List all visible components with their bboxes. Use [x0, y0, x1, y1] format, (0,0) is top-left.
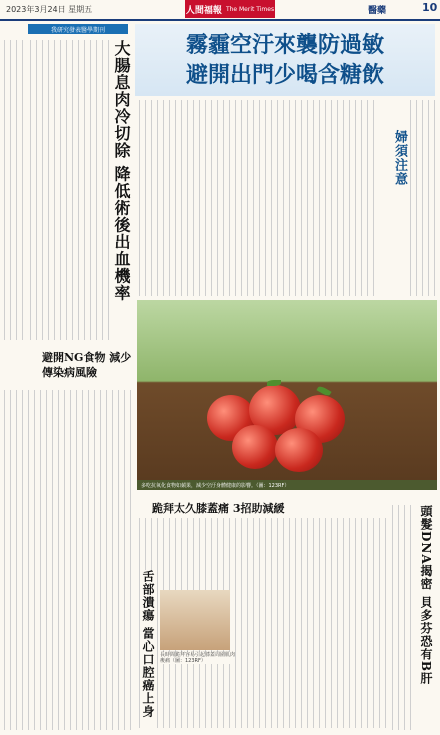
- newspaper-logo: [185, 0, 275, 18]
- feature-banner: 我研究發表醫學期刊: [28, 24, 128, 34]
- hero-side-title: 婦須注意: [392, 130, 407, 186]
- photo-caption: 多吃抗氧化食物如蘋果，減少空汙身體健康的影響。（圖：123RF）: [137, 480, 437, 490]
- kneeling-photo: [160, 590, 230, 650]
- page-header: [0, 0, 440, 18]
- section-name: 醫藥: [368, 6, 387, 16]
- dna-article-title: 頭髮DNA揭密 貝多芬恐有B肝: [419, 505, 433, 686]
- leaf-1: [267, 380, 281, 386]
- tongue-article-title: 舌部潰瘍 當心口腔癌上身: [140, 570, 157, 730]
- hero-body-text: [137, 100, 377, 296]
- logo-english: The Merit Times: [225, 5, 275, 13]
- kneeling-photo-caption: 長時間跪拜容易引起膝蓋周圍肌肉痠痛（圖：123RF）: [160, 652, 236, 664]
- apples-photo: [137, 300, 437, 480]
- apple-5: [275, 428, 323, 472]
- apple-4: [232, 425, 278, 469]
- knee-article-title: 跪拜太久膝蓋痛 3招助減緩: [152, 502, 285, 515]
- left-sub-title-text: 避開NG食物 減少傳染病風險: [42, 351, 132, 379]
- left-feature-title: 大腸息肉冷切除 降低術後出血機率: [112, 40, 131, 302]
- left-body-text-2: [2, 40, 26, 340]
- header-rule: [0, 19, 440, 21]
- hero-headline-block: [135, 24, 435, 96]
- page-number: 10: [422, 1, 438, 14]
- hero-right-text: [408, 100, 438, 296]
- issue-date: 2023年3月24日 星期五: [6, 5, 93, 14]
- hero-line-2: 避開出門少喝含糖飲: [185, 62, 384, 88]
- left-sub-title: [42, 350, 132, 380]
- left-body-text-1: [28, 40, 110, 340]
- dna-article-text: [390, 505, 416, 730]
- left-body-text-3: [2, 390, 134, 730]
- logo-chinese: 人間福報: [185, 5, 222, 16]
- hero-line-1: 霧霾空汙來襲防過敏: [185, 32, 384, 58]
